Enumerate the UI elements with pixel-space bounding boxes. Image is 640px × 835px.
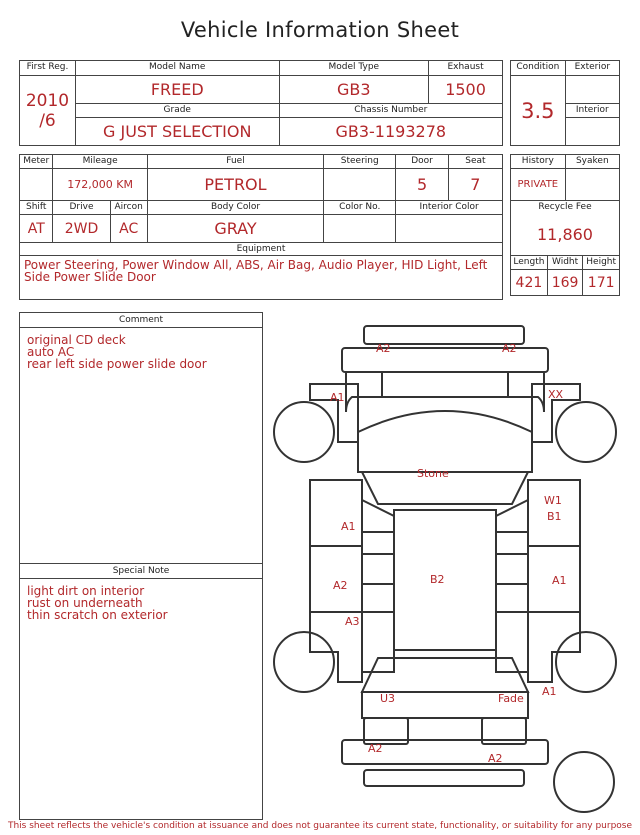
shift-label: Shift: [25, 202, 47, 212]
length-label: Length: [513, 257, 545, 267]
rear-right-wheel: [556, 632, 616, 692]
fuel-label: Fuel: [226, 156, 245, 166]
door-value: 5: [416, 175, 428, 194]
mark-rear-left: U3: [380, 692, 396, 705]
notes-panel: [19, 312, 263, 820]
recycle-fee-label: Recycle Fee: [538, 202, 592, 212]
body-color-label: Body Color: [210, 202, 261, 212]
seat-label: Seat: [465, 156, 486, 166]
shift-value: AT: [27, 220, 45, 237]
length-value: 421: [515, 274, 543, 291]
special-note-line: thin scratch on exterior: [27, 608, 168, 622]
vehicle-spec-info: [19, 154, 503, 300]
comment-text: [20, 328, 262, 563]
condition-label: Condition: [516, 62, 560, 72]
hood: [358, 411, 532, 472]
mark-right-rear-door: A1: [552, 574, 567, 587]
condition-grade: 3.5: [521, 98, 555, 123]
drive-value: 2WD: [64, 220, 99, 237]
spare-wheel: [554, 752, 614, 812]
mark-right-rear-fender: A1: [542, 685, 557, 698]
mark-rear-bumper-right: A2: [488, 752, 503, 765]
interior-label: Interior: [575, 105, 609, 115]
aircon-label: Aircon: [114, 202, 143, 212]
special-note-line: rust on underneath: [27, 596, 143, 610]
equipment-label: Equipment: [236, 244, 286, 254]
first-reg-label: First Reg.: [26, 62, 69, 72]
width-value: 169: [551, 274, 579, 291]
exterior-label: Exterior: [574, 62, 611, 72]
drive-label: Drive: [69, 202, 94, 212]
chassis-number: GB3-1193278: [335, 122, 447, 141]
roof: [394, 510, 496, 650]
front-grille: [382, 372, 508, 397]
syaken-label: Syaken: [575, 156, 609, 166]
steering-label: Steering: [340, 156, 379, 166]
car-damage-diagram: [272, 322, 620, 818]
mark-left-rear-quarter: A3: [345, 615, 360, 628]
front-right-wheel: [556, 402, 616, 462]
front-right-light: [508, 372, 544, 412]
history-box: [510, 154, 620, 296]
mark-front-bumper-right: A2: [502, 342, 517, 355]
equipment-list: Power Steering, Power Window All, ABS, Air Bag, Audio Player, HID Light, Left Side Power Slide Door: [24, 258, 488, 284]
meter-label: Meter: [23, 156, 50, 166]
history-value: PRIVATE: [517, 179, 559, 190]
interior-color-label: Interior Color: [419, 202, 479, 212]
front-bumper: [342, 348, 548, 372]
mark-hood: Stone: [417, 467, 449, 480]
chassis-label: Chassis Number: [354, 105, 428, 115]
mileage-value: 172,000 KM: [67, 178, 133, 191]
door-label: Door: [411, 156, 433, 166]
fuel-value: PETROL: [204, 175, 267, 194]
width-label: Widht: [552, 257, 579, 267]
left-mid-window: [362, 554, 394, 584]
right-rear-quarter: [528, 612, 580, 682]
left-rear-window: [362, 612, 394, 672]
model-type: GB3: [337, 80, 371, 99]
comment-label: Comment: [20, 313, 262, 328]
vehicle-basic-info: [19, 60, 503, 146]
page-title: Vehicle Information Sheet: [180, 18, 460, 42]
exhaust-label: Exhaust: [447, 62, 484, 72]
special-note-label: Special Note: [20, 563, 262, 579]
right-rear-window: [496, 612, 528, 672]
first-reg-month: /6: [39, 110, 56, 131]
mark-left-rear-door: A2: [333, 579, 348, 592]
mark-right-front-door-2: B1: [547, 510, 562, 523]
recycle-fee-value: 11,860: [537, 225, 593, 245]
mark-front-bumper-left: A2: [376, 342, 391, 355]
comment-line: auto AC: [27, 345, 75, 359]
mark-right-front-fender: XX: [548, 388, 564, 401]
grade-label: Grade: [163, 105, 191, 115]
aircon-value: AC: [119, 220, 139, 237]
body-color-value: GRAY: [214, 219, 257, 238]
model-name-label: Model Name: [149, 62, 206, 72]
front-left-light: [346, 372, 382, 412]
right-mid-window: [496, 554, 528, 584]
disclaimer-footer: This sheet reflects the vehicle's condition at issuance and does not guarantee its current state, functionality, or suitability for any purpose: [7, 821, 633, 831]
mark-left-front-door: A1: [341, 520, 356, 533]
model-type-label: Model Type: [328, 62, 380, 72]
comment-line: original CD deck: [27, 333, 126, 347]
mileage-label: Mileage: [82, 156, 118, 166]
left-front-door: [310, 480, 362, 546]
special-note-text: [20, 579, 262, 627]
color-no-label: Color No.: [339, 202, 381, 212]
condition-box: [510, 60, 620, 146]
mark-roof: B2: [430, 573, 445, 586]
rear-left-wheel: [274, 632, 334, 692]
seat-value: 7: [470, 175, 481, 194]
height-value: 171: [587, 274, 615, 291]
special-note-line: light dirt on interior: [27, 584, 145, 598]
mark-left-front-fender: A1: [330, 391, 345, 404]
rear-window: [362, 658, 528, 692]
mark-right-front-door-1: W1: [544, 494, 562, 507]
rear-bumper-strip: [364, 770, 524, 786]
comment-line: rear left side power slide door: [27, 357, 207, 371]
first-reg-year: 2010: [25, 90, 70, 111]
mark-rear-bumper-left: A2: [368, 742, 383, 755]
mark-rear-right: Fade: [498, 692, 524, 705]
history-label: History: [521, 156, 554, 166]
height-label: Height: [586, 257, 617, 267]
exhaust-value: 1500: [445, 80, 486, 99]
front-left-wheel: [274, 402, 334, 462]
model-name: FREED: [150, 80, 204, 99]
grade-value: G JUST SELECTION: [103, 122, 252, 141]
